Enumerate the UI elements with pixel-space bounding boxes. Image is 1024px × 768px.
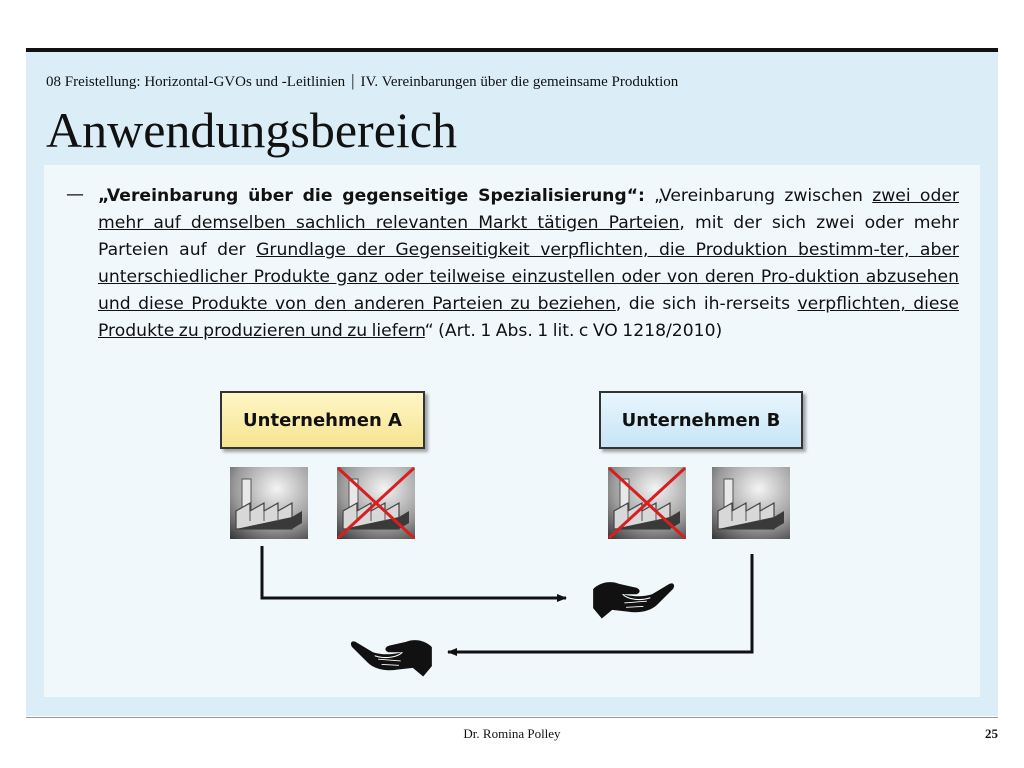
giving-hand-icon [344,628,440,680]
bullet-dash: — [66,184,84,205]
text-segment: “ (Art. 1 Abs. 1 lit. c VO 1218/2010) [424,321,723,341]
page-title: Anwendungsbereich [46,102,457,158]
breadcrumb-chapter: 08 Freistellung: Horizontal-GVOs und -Leitlinien [46,74,346,90]
text-segment: , mit der sich zwei oder mehr Parteien auf der [98,213,960,260]
defined-term: „Vereinbarung über die gegenseitige Spezialisierung“: [98,186,645,206]
company-b-label: Unternehmen B [621,409,781,431]
text-segment: „Vereinbarung zwischen [644,186,873,206]
underlined-segment: verpflichten, diese Produkte zu produzieren und zu liefern [98,294,959,341]
footer-author: Dr. Romina Polley [463,726,561,741]
text-segment: , die sich ih-rerseits [615,294,798,314]
page-number: 25 [985,726,998,741]
underlined-segment: zwei oder mehr auf demselben sachlich relevanten Markt tätigen Parteien [98,186,959,233]
arrow-a-to-b [262,546,566,598]
giving-hand-icon [585,570,681,622]
underlined-segment: Grundlage der Gegenseitigkeit verpflichten, die Produktion bestimm-ter, aber unterschiedlicher Produkte ganz oder teilweise einzustellen oder von deren Pro-duktion abzusehen und diese Produkte von den anderen Parteien zu beziehen [98,240,959,314]
breadcrumb-section: IV. Vereinbarungen über die gemeinsame Produktion [360,74,679,90]
company-a-label: Unternehmen A [243,409,402,431]
breadcrumb-separator: | [351,71,355,90]
